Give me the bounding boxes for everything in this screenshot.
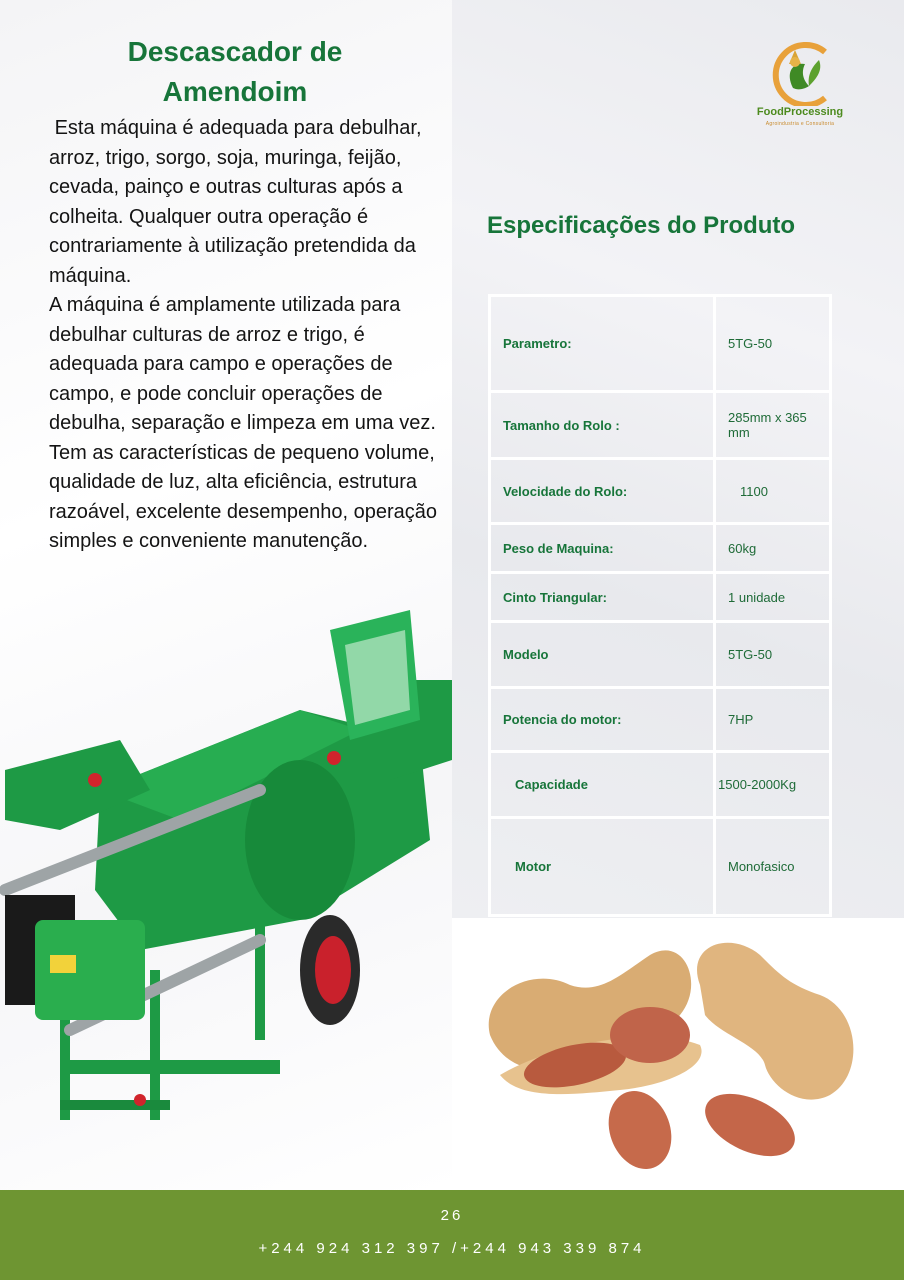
logo-subtitle: Agroindustria e Consultoria xyxy=(765,121,835,127)
spec-row xyxy=(490,392,831,459)
spec-value: 5TG-50 xyxy=(715,622,831,688)
spec-value: Monofasico xyxy=(715,818,831,916)
footer xyxy=(0,1190,904,1280)
peanuts-image xyxy=(470,925,890,1175)
product-description xyxy=(49,114,439,557)
company-logo xyxy=(745,42,855,132)
spec-row xyxy=(490,622,831,688)
contact-phones: +244 924 312 397 /+244 943 339 874 xyxy=(258,1240,646,1257)
specs-title: Especificações do Produto xyxy=(487,212,796,239)
spec-value: 7HP xyxy=(715,688,831,752)
spec-label: Motor xyxy=(490,818,715,916)
logo-name: FoodProcessing xyxy=(756,106,844,118)
spec-row xyxy=(490,818,831,916)
spec-value: 1100 xyxy=(715,459,831,524)
page-number: 26 xyxy=(440,1207,464,1224)
description-paragraph-1: Esta máquina é adequada para debulhar, arroz, trigo, sorgo, soja, muringa, feijão, cevada, painço e outras culturas após a colheita. Qualquer outra operação é contrariamente à utilização pretendida da máquina. xyxy=(49,117,428,287)
spec-value: 1500-2000Kg xyxy=(715,752,831,818)
spec-row xyxy=(490,573,831,622)
spec-value: 5TG-50 xyxy=(715,296,831,392)
spec-value: 285mm x 365 mm xyxy=(715,392,831,459)
spec-row xyxy=(490,688,831,752)
spec-label: Peso de Maquina: xyxy=(490,524,715,573)
spec-label: Tamanho do Rolo : xyxy=(490,392,715,459)
spec-value: 60kg xyxy=(715,524,831,573)
description-paragraph-2: A máquina é amplamente utilizada para debulhar culturas de arroz e trigo, é adequada para campo e operações de campo, e pode concluir operações de debulha, separação e limpeza em uma vez. Tem as características de pequeno volume, qualidade de luz, alta eficiência, estrutura razoável, excelente desempenho, operação simples e conveniente manutenção. xyxy=(49,294,438,552)
spec-label: Parametro: xyxy=(490,296,715,392)
spec-value: 1 unidade xyxy=(715,573,831,622)
spec-label: Modelo xyxy=(490,622,715,688)
spec-row xyxy=(490,459,831,524)
peanut-sheller-machine-image xyxy=(0,590,452,1150)
spec-row xyxy=(490,752,831,818)
spec-label: Cinto Triangular: xyxy=(490,573,715,622)
logo-emblem-icon xyxy=(745,42,855,106)
page-title: Descascador de Amendoim xyxy=(127,36,343,107)
spec-label: Capacidade xyxy=(490,752,715,818)
spec-label: Velocidade do Rolo: xyxy=(490,459,715,524)
spec-label: Potencia do motor: xyxy=(490,688,715,752)
spec-row xyxy=(490,296,831,392)
spec-row xyxy=(490,524,831,573)
specs-table xyxy=(488,294,832,917)
